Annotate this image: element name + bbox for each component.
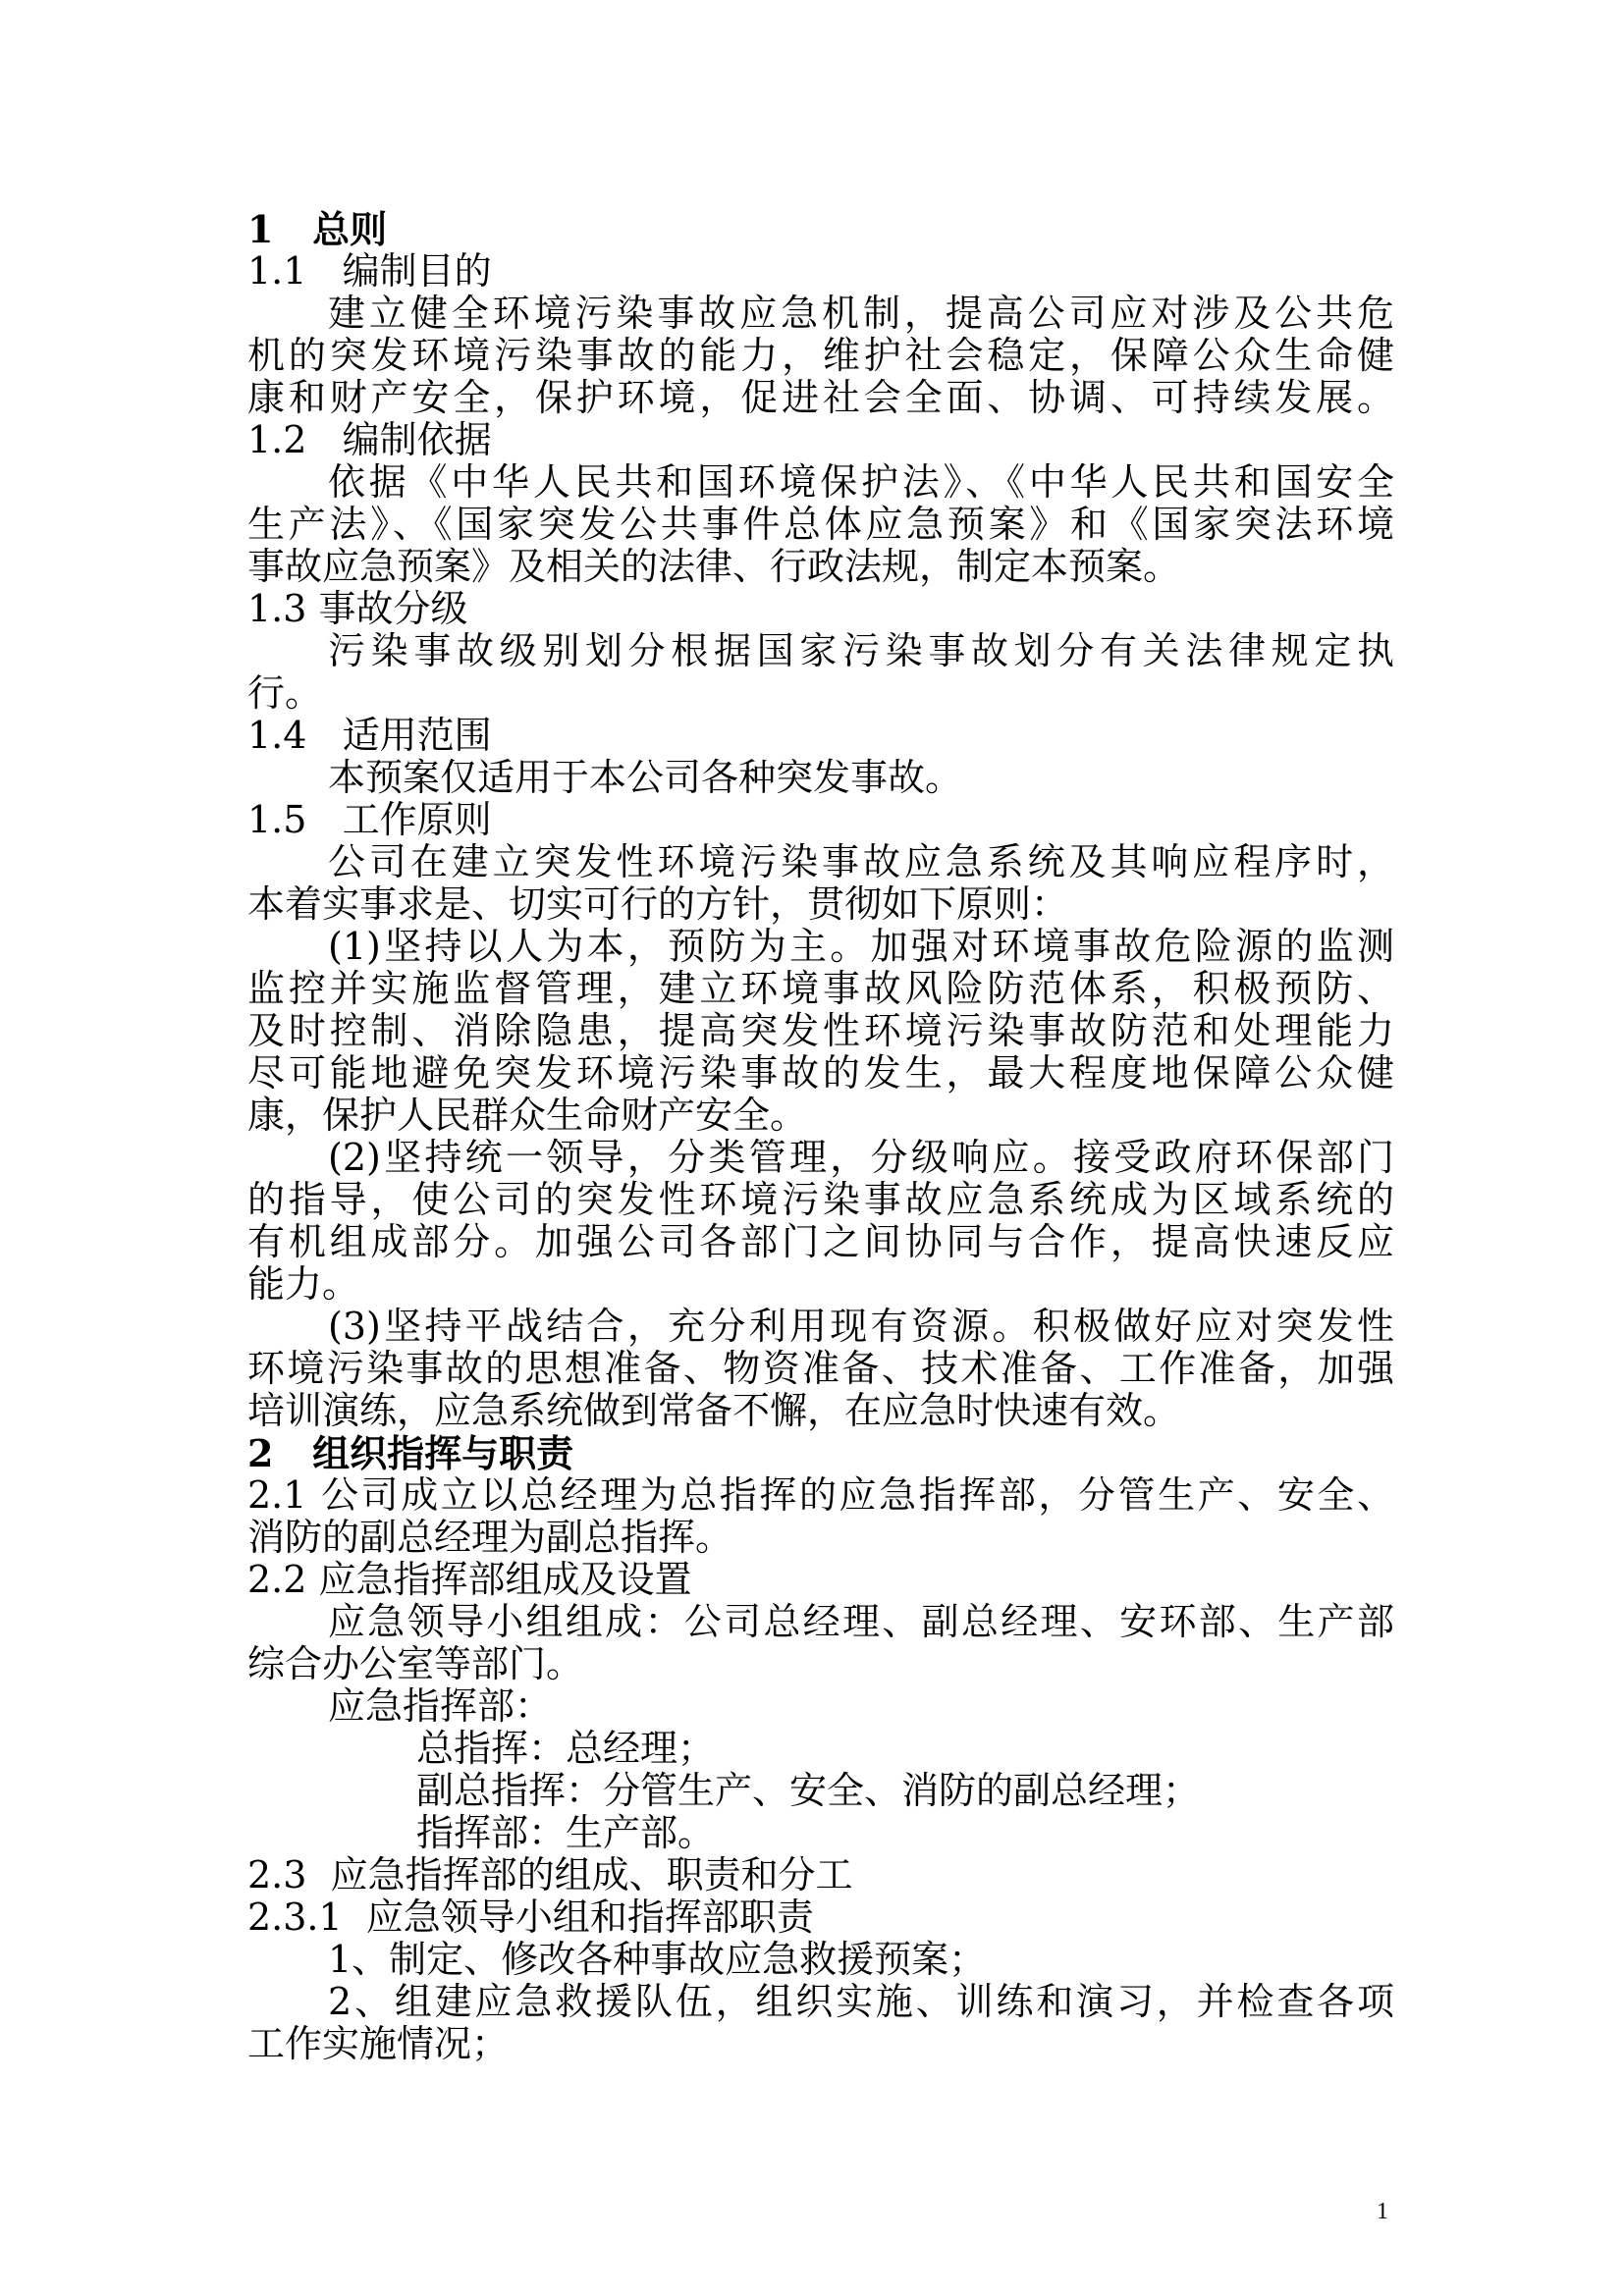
- text-line: 建立健全环境污染事故应急机制，提高公司应对涉及公共危: [328, 292, 1394, 335]
- text-line: (3)坚持平战结合，充分利用现有资源。积极做好应对突发性: [328, 1305, 1394, 1348]
- text-line: (2)坚持统一领导，分类管理，分级响应。接受政府环保部门: [328, 1136, 1394, 1179]
- text-line: 有机组成部分。加强公司各部门之间协同与合作，提高快速反应: [247, 1220, 1394, 1263]
- text-line: 1.5 工作原则: [247, 798, 492, 841]
- text-line: 能力。: [247, 1262, 360, 1306]
- text-line: 指挥部：生产部。: [416, 1811, 716, 1854]
- text-line: 2、组建应急救援队伍，组织实施、训练和演习，并检查各项: [328, 1980, 1394, 2023]
- text-line: 消防的副总经理为副总指挥。: [247, 1516, 733, 1559]
- section-heading: 1 总则: [247, 207, 388, 251]
- text-line: 监控并实施监督管理，建立环境事故风险防范体系，积极预防、: [247, 967, 1394, 1010]
- text-line: 本预案仅适用于本公司各种突发事故。: [328, 756, 963, 799]
- text-line: 及时控制、消除隐患，提高突发性环境污染事故防范和处理能力: [247, 1009, 1394, 1052]
- text-line: 康，保护人民群众生命财产安全。: [247, 1094, 808, 1137]
- text-line: 依据《中华人民共和国环境保护法》、《中华人民共和国安全: [328, 460, 1394, 504]
- text-line: 本着实事求是、切实可行的方针，贯彻如下原则：: [247, 882, 1069, 926]
- text-line: 机的突发环境污染事故的能力，维护社会稳定，保障公众生命健: [247, 334, 1394, 377]
- text-line: 康和财产安全，保护环境，促进社会全面、协调、可持续发展。: [247, 376, 1394, 419]
- text-line: 应急指挥部：: [328, 1684, 553, 1728]
- page-number: 1: [1377, 2199, 1388, 2224]
- text-line: 生产法》、《国家突发公共事件总体应急预案》和《国家突法环境: [247, 503, 1394, 546]
- text-line: 2.2 应急指挥部组成及设置: [247, 1558, 692, 1601]
- text-line: 1.4 适用范围: [247, 714, 492, 757]
- text-line: 应急领导小组组成：公司总经理、副总经理、安环部、生产部: [328, 1600, 1394, 1643]
- text-line: 尽可能地避免突发环境污染事故的发生，最大程度地保障公众健: [247, 1051, 1394, 1095]
- text-line: 1.1 编制目的: [247, 249, 492, 293]
- text-line: 工作实施情况；: [247, 2022, 510, 2065]
- section-heading: 2 组织指挥与职责: [247, 1431, 574, 1475]
- text-line: 1.3 事故分级: [247, 587, 468, 630]
- text-line: 2.1 公司成立以总经理为总指挥的应急指挥部，分管生产、安全、: [247, 1473, 1394, 1517]
- text-line: 1.2 编制依据: [247, 418, 492, 461]
- document-body: [247, 208, 1394, 2065]
- text-line: 2.3.1 应急领导小组和指挥部职责: [247, 1896, 814, 1939]
- text-line: 行。: [247, 671, 323, 715]
- text-line: 1、制定、修改各种事故应急救援预案；: [328, 1938, 987, 1981]
- text-line: 事故应急预案》及相关的法律、行政法规，制定本预案。: [247, 545, 1181, 588]
- text-line: 副总指挥：分管生产、安全、消防的副总经理；: [416, 1769, 1201, 1812]
- text-line: 培训演练，应急系统做到常备不懈，在应急时快速有效。: [247, 1389, 1181, 1432]
- text-line: 的指导，使公司的突发性环境污染事故应急系统成为区域系统的: [247, 1178, 1394, 1221]
- text-line: 总指挥：总经理；: [416, 1727, 716, 1770]
- text-line: 综合办公室等部门。: [247, 1642, 584, 1685]
- text-line: 2.3 应急指挥部的组成、职责和分工: [247, 1853, 853, 1896]
- text-line: 环境污染事故的思想准备、物资准备、技术准备、工作准备，加强: [247, 1347, 1394, 1390]
- text-line: 公司在建立突发性环境污染事故应急系统及其响应程序时，: [328, 840, 1394, 883]
- text-line: 污染事故级别划分根据国家污染事故划分有关法律规定执: [328, 629, 1394, 672]
- text-line: (1)坚持以人为本，预防为主。加强对环境事故危险源的监测: [328, 925, 1394, 968]
